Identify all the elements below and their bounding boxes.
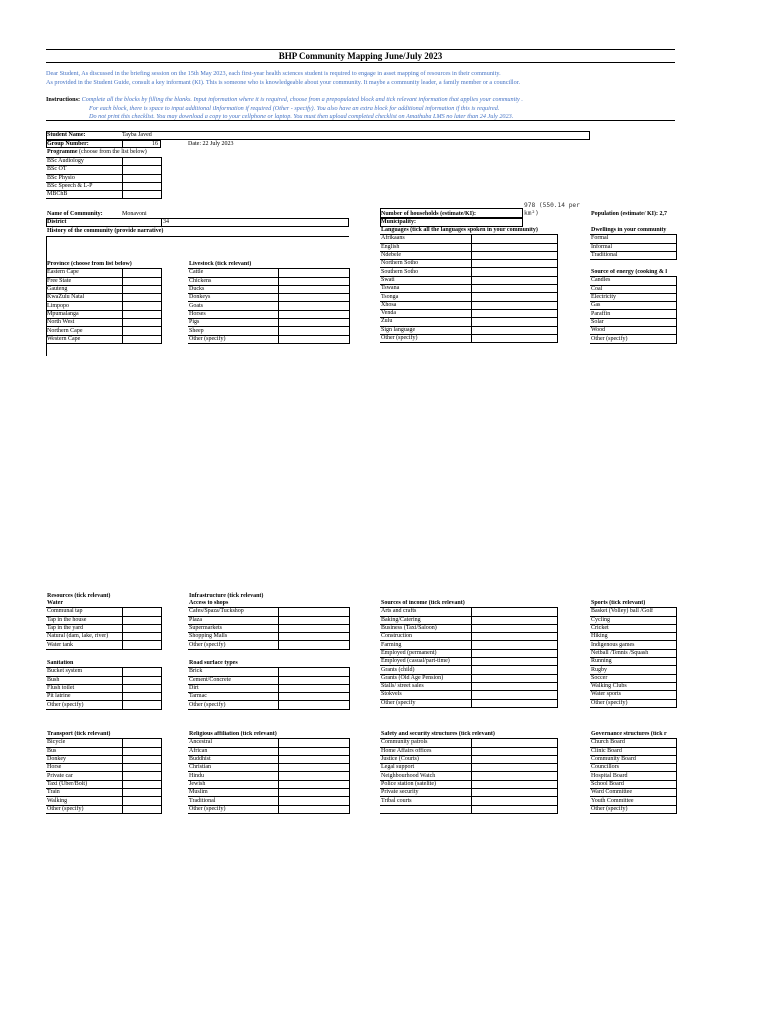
intro-line-1: Dear Student, As discussed in the briefing session on the 15th May 2023, each first-year health sciences student is required to engage in asset mapping of resources in their community. <box>46 70 501 77</box>
list-item: Cafes/Spaza/Tuckshop <box>188 608 278 616</box>
list-item: Other (specify) <box>46 701 122 709</box>
tick-cell[interactable] <box>122 608 161 616</box>
list-item[interactable]: Wood <box>590 327 676 335</box>
block-title: Sanitation <box>46 660 161 668</box>
tick-cell[interactable] <box>278 747 349 755</box>
tick-cell[interactable] <box>471 616 557 624</box>
block-title: Source of energy (cooking & l <box>590 269 676 277</box>
programme-list <box>46 157 162 199</box>
list-item: Western Cape <box>46 335 122 343</box>
tick-cell[interactable] <box>471 309 557 317</box>
tick-cell[interactable] <box>471 334 557 342</box>
list-item: Neighbourhood Watch <box>380 772 471 780</box>
tick-cell[interactable] <box>471 293 557 301</box>
list-item: Private car <box>46 772 122 780</box>
block-title: Languages (tick all the languages spoken in your community) <box>380 227 557 235</box>
tick-cell[interactable] <box>278 739 349 747</box>
list-item: Construction <box>380 633 471 641</box>
tick-cell[interactable] <box>471 641 557 649</box>
energy-block <box>590 269 677 344</box>
list-item: Community patrols <box>380 739 471 747</box>
list-item[interactable]: Cricket <box>590 624 676 632</box>
list-item: Water tank <box>46 641 122 649</box>
tick-cell[interactable] <box>122 797 161 805</box>
tick-cell[interactable] <box>122 755 161 763</box>
list-item: North West <box>46 319 122 327</box>
list-item: Pigs <box>188 319 278 327</box>
tick-cell[interactable] <box>122 277 161 285</box>
student-name-value[interactable]: Tayba Javed <box>122 132 152 138</box>
list-item: Baking/Catering <box>380 616 471 624</box>
block-title: Religious affiliation (tick relevant) <box>188 731 349 739</box>
list-item: Brick <box>188 668 278 676</box>
list-item: Northern Cape <box>46 327 122 335</box>
tick-cell[interactable] <box>471 285 557 293</box>
tick-cell[interactable] <box>278 701 349 709</box>
list-item[interactable]: Soccer <box>590 674 676 682</box>
list-item: Other (specify) <box>380 334 471 342</box>
tick-cell[interactable] <box>471 260 557 268</box>
tick-cell[interactable] <box>122 805 161 813</box>
tick-cell[interactable] <box>471 764 557 772</box>
tick-cell[interactable] <box>278 302 349 310</box>
list-item: KwaZulu Natal <box>46 294 122 302</box>
district-value[interactable]: 34 <box>163 219 169 225</box>
tick-cell[interactable] <box>471 326 557 334</box>
tick-cell[interactable] <box>122 624 161 632</box>
block-title: Dwellings in your community <box>590 227 676 235</box>
list-item: Swati <box>380 276 471 284</box>
list-item[interactable]: Solar <box>590 318 676 326</box>
tick-cell[interactable] <box>278 693 349 701</box>
community-name-label: Name of Community: <box>47 211 103 217</box>
list-item: BSc Speech & L-P <box>46 182 122 190</box>
block-title: Livestock (tick relevant) <box>188 261 349 269</box>
tick-cell[interactable] <box>471 674 557 682</box>
tick-cell[interactable] <box>278 676 349 684</box>
water-block <box>46 600 162 650</box>
sanitation-block <box>46 660 162 710</box>
list-item: Pit latrine <box>46 693 122 701</box>
tick-cell[interactable] <box>471 666 557 674</box>
list-item: Dirt <box>188 684 278 692</box>
block-title: Access to shops <box>188 600 349 608</box>
district-row <box>46 218 349 227</box>
list-item: Farming <box>380 641 471 649</box>
dwellings-block <box>590 227 677 260</box>
list-item: Other (specify) <box>188 641 278 649</box>
tick-cell[interactable] <box>122 616 161 624</box>
list-item[interactable]: Netball /Tennis /Squash <box>590 649 676 657</box>
student-name-label: Student Name: <box>47 132 86 138</box>
list-item: Plaza <box>188 616 278 624</box>
list-item[interactable]: Basket (Volley) ball /Golf <box>590 608 676 616</box>
list-item: Tap in the yard <box>46 624 122 632</box>
tick-cell[interactable] <box>471 805 557 813</box>
tick-cell[interactable] <box>471 755 557 763</box>
tick-cell[interactable] <box>122 693 161 701</box>
tick-cell[interactable] <box>471 301 557 309</box>
list-item: Tap in the house <box>46 616 122 624</box>
tick-cell[interactable] <box>278 805 349 813</box>
sports-block <box>590 600 677 708</box>
list-item: MBChB <box>46 191 122 199</box>
group-number-value[interactable]: 16 <box>152 141 158 147</box>
intro-line-2: As provided in the Student Guide, consult a key informant (KI). This is someone who is knowledgeable about your community. It maybe a community leader, a family member or a councillor. <box>46 79 521 86</box>
list-item[interactable]: Hiking <box>590 633 676 641</box>
tick-cell[interactable] <box>122 684 161 692</box>
tick-cell[interactable] <box>122 302 161 310</box>
list-item: Bicycle <box>46 739 122 747</box>
tick-cell[interactable] <box>122 294 161 302</box>
list-item[interactable]: Other (specify) <box>590 805 676 813</box>
list-item: Venda <box>380 309 471 317</box>
tick-cell[interactable] <box>471 251 557 259</box>
block-title: Water <box>46 600 161 608</box>
list-item[interactable]: Cycling <box>590 616 676 624</box>
list-item: Bucket system <box>46 668 122 676</box>
tick-cell[interactable] <box>278 269 349 277</box>
list-item: Legal support <box>380 764 471 772</box>
list-item: Train <box>46 789 122 797</box>
list-item: Justice (Courts) <box>380 755 471 763</box>
list-item: Traditional <box>188 797 278 805</box>
list-item: Goats <box>188 302 278 310</box>
list-item: Other (specify) <box>46 805 122 813</box>
tick-cell[interactable] <box>471 276 557 284</box>
list-item: Limpopo <box>46 302 122 310</box>
list-item: Afrikaans <box>380 235 471 243</box>
list-item: Private security <box>380 789 471 797</box>
list-item: African <box>188 747 278 755</box>
list-item: Sign language <box>380 326 471 334</box>
programme-label: Programme <box>47 149 78 155</box>
list-item[interactable] <box>380 805 471 813</box>
transport-block <box>46 731 162 814</box>
list-item[interactable]: Rugby <box>590 666 676 674</box>
tick-cell[interactable] <box>278 633 349 641</box>
block-title: Sports (tick relevant) <box>590 600 676 608</box>
infrastructure-title: Infrastructure (tick relevant) <box>189 593 264 599</box>
list-item: Employed (permanent) <box>380 649 471 657</box>
list-item: Employed (casual/part-time) <box>380 658 471 666</box>
list-item: Jewish <box>188 780 278 788</box>
list-item: Cattle <box>188 269 278 277</box>
list-item: BSc OT <box>46 166 122 174</box>
list-item: Tsonga <box>380 293 471 301</box>
list-item: Grants (child) <box>380 666 471 674</box>
list-item[interactable]: Water sports <box>590 691 676 699</box>
list-item: Communal tap <box>46 608 122 616</box>
list-item[interactable]: Paraffin <box>590 310 676 318</box>
tick-cell[interactable] <box>122 319 161 327</box>
list-item[interactable]: Indigenous games <box>590 641 676 649</box>
block-title: Road surface types <box>188 660 349 668</box>
list-item: Gauteng <box>46 285 122 293</box>
tick-cell[interactable] <box>471 268 557 276</box>
tick-cell[interactable] <box>122 310 161 318</box>
list-item[interactable]: Traditional <box>590 251 676 259</box>
list-item[interactable]: Gas <box>590 302 676 310</box>
tick-cell[interactable] <box>278 608 349 616</box>
tick-cell[interactable] <box>122 668 161 676</box>
instructions-line-1: Complete all the blocks by filling the blanks. Input information where it is required, choose from a prepopulated block and tick relevant information that applies your community . <box>81 96 523 103</box>
tick-cell[interactable] <box>122 701 161 709</box>
list-item: Other (specify) <box>188 805 278 813</box>
tick-cell[interactable] <box>471 780 557 788</box>
list-item: Northern Sotho <box>380 260 471 268</box>
intro-divider <box>46 120 675 121</box>
list-item[interactable]: Informal <box>590 243 676 251</box>
list-item: Chickens <box>188 277 278 285</box>
tick-cell[interactable] <box>471 633 557 641</box>
tick-cell[interactable] <box>122 335 161 343</box>
income-block <box>380 600 558 708</box>
tick-cell[interactable] <box>122 780 161 788</box>
block-title: Safety and security structures (tick relevant) <box>380 731 557 739</box>
list-item: Business (Taxi/Saloon) <box>380 624 471 632</box>
list-item: Hindu <box>188 772 278 780</box>
list-item[interactable]: Electricity <box>590 293 676 301</box>
list-item: Ndebele <box>380 251 471 259</box>
list-item: English <box>380 243 471 251</box>
block-title: Province (choose from list below) <box>46 261 161 269</box>
tick-cell[interactable] <box>278 294 349 302</box>
municipality-label: Municipality: <box>381 219 417 225</box>
tick-cell[interactable] <box>278 319 349 327</box>
block-title: Governance structures (tick r <box>590 731 676 739</box>
tick-cell[interactable] <box>278 764 349 772</box>
list-item[interactable]: Ward Committee <box>590 789 676 797</box>
governance-block <box>590 731 677 814</box>
list-item: Tswana <box>380 285 471 293</box>
households-value[interactable]: 978 (550.14 per km²) <box>524 202 580 217</box>
tick-cell[interactable] <box>122 772 161 780</box>
tick-cell[interactable] <box>122 182 161 190</box>
tick-cell[interactable] <box>471 699 557 707</box>
district-label: District <box>47 219 67 225</box>
tick-cell[interactable] <box>122 285 161 293</box>
list-item: Stalls/ street sales <box>380 682 471 690</box>
tick-cell[interactable] <box>278 624 349 632</box>
list-item: BSc Physio <box>46 174 122 182</box>
list-item[interactable]: Hospital Board <box>590 772 676 780</box>
page-title: BHP Community Mapping June/July 2023 <box>46 49 675 63</box>
group-number-label: Group Number: <box>47 141 89 147</box>
tick-cell[interactable] <box>122 676 161 684</box>
list-item: Shopping Malls <box>188 633 278 641</box>
list-item: Mpumalanga <box>46 310 122 318</box>
tick-cell[interactable] <box>278 797 349 805</box>
tick-cell[interactable] <box>471 682 557 690</box>
tick-cell[interactable] <box>122 641 161 649</box>
livestock-block <box>188 261 350 344</box>
list-item: Muslim <box>188 789 278 797</box>
tick-cell[interactable] <box>278 310 349 318</box>
community-name-value[interactable]: Monavoni <box>122 211 147 217</box>
list-item: Horse <box>46 764 122 772</box>
tick-cell[interactable] <box>122 633 161 641</box>
tick-cell[interactable] <box>278 277 349 285</box>
tick-cell[interactable] <box>122 789 161 797</box>
tick-cell[interactable] <box>471 772 557 780</box>
tick-cell[interactable] <box>278 684 349 692</box>
list-item[interactable]: Church Board <box>590 739 676 747</box>
list-item: Southern Sotho <box>380 268 471 276</box>
list-item[interactable]: Other (specify) <box>590 335 676 343</box>
tick-cell[interactable] <box>471 243 557 251</box>
list-item: Buddhist <box>188 755 278 763</box>
history-label: History of the community (provide narrative) <box>47 228 164 234</box>
list-item: Ancestral <box>188 739 278 747</box>
roads-block <box>188 660 350 710</box>
tick-cell[interactable] <box>278 327 349 335</box>
list-item[interactable]: Youth Committee <box>590 797 676 805</box>
tick-cell[interactable] <box>122 739 161 747</box>
tick-cell[interactable] <box>471 235 557 243</box>
tick-cell[interactable] <box>471 797 557 805</box>
list-item[interactable]: Candles <box>590 277 676 285</box>
list-item: Flush toilet <box>46 684 122 692</box>
tick-cell[interactable] <box>471 649 557 657</box>
list-item: Natural (dam, lake, river) <box>46 633 122 641</box>
population-label: Population (estimate/ KI): 2,7 <box>591 211 667 217</box>
list-item[interactable]: Other (specify) <box>590 699 676 707</box>
list-item: Bus <box>46 747 122 755</box>
list-item: Other (specify) <box>188 335 278 343</box>
list-item: Free State <box>46 277 122 285</box>
list-item: Grants (Old Age Pension) <box>380 674 471 682</box>
list-item: Zulu <box>380 318 471 326</box>
tick-cell[interactable] <box>471 624 557 632</box>
province-block <box>46 261 162 344</box>
list-item: Donkey <box>46 755 122 763</box>
list-item[interactable]: Formal <box>590 235 676 243</box>
list-item: Taxi (Uber/Bolt) <box>46 780 122 788</box>
list-item: Eastern Cape <box>46 269 122 277</box>
tick-cell[interactable] <box>471 658 557 666</box>
households-label: Number of households (estimate/KI): <box>381 211 477 217</box>
block-title: Transport (tick relevant) <box>46 731 161 739</box>
tick-cell[interactable] <box>122 166 161 174</box>
tick-cell[interactable] <box>278 772 349 780</box>
list-item[interactable]: Coal <box>590 285 676 293</box>
instructions-label: Instructions: <box>46 96 81 103</box>
instructions-line-2: For each block, there is space to input additional iInformation if required (Other - specify). You also have an extra block for additional information if this is required. <box>89 105 500 112</box>
tick-cell[interactable] <box>471 747 557 755</box>
list-item: Other (specify) <box>188 701 278 709</box>
tick-cell[interactable] <box>122 747 161 755</box>
tick-cell[interactable] <box>278 641 349 649</box>
religion-block <box>188 731 350 814</box>
tick-cell[interactable] <box>278 616 349 624</box>
list-item: Tribal courts <box>380 797 471 805</box>
tick-cell[interactable] <box>278 335 349 343</box>
list-item: Arts and crafts <box>380 608 471 616</box>
resources-title: Resources (tick relevant) <box>47 593 111 599</box>
list-item: Tarmac <box>188 693 278 701</box>
programme-hint: (choose from the list below) <box>79 149 147 155</box>
block-title: Sources of income (tick relevant) <box>380 600 557 608</box>
list-item: Police station (satelite) <box>380 780 471 788</box>
languages-block <box>380 227 558 343</box>
tick-cell[interactable] <box>122 269 161 277</box>
instructions-line-3: Do not print this checklist. You may download a copy to your cellphone or laptop. You must then upload completed checklist on Amathuba LMS no later than 24 July 2023. <box>89 113 514 120</box>
tick-cell[interactable] <box>471 691 557 699</box>
list-item[interactable]: School Board <box>590 780 676 788</box>
list-item: Stokvels <box>380 691 471 699</box>
date-text: Date: 22 July 2023 <box>188 141 234 147</box>
tick-cell[interactable] <box>471 608 557 616</box>
list-item: Bush <box>46 676 122 684</box>
list-item[interactable]: Clinic Board <box>590 747 676 755</box>
list-item: Other (specify <box>380 699 471 707</box>
list-item[interactable]: Councillors <box>590 764 676 772</box>
shops-block <box>188 600 350 650</box>
list-item: Xhosa <box>380 301 471 309</box>
tick-cell[interactable] <box>122 174 161 182</box>
tick-cell[interactable] <box>471 318 557 326</box>
tick-cell[interactable] <box>122 158 161 166</box>
list-item: Christian <box>188 764 278 772</box>
tick-cell[interactable] <box>278 285 349 293</box>
list-item: Home Affairs offices <box>380 747 471 755</box>
tick-cell[interactable] <box>278 789 349 797</box>
tick-cell[interactable] <box>278 668 349 676</box>
list-item: Ducks <box>188 285 278 293</box>
list-item[interactable]: Running <box>590 658 676 666</box>
safety-block <box>380 731 558 814</box>
tick-cell[interactable] <box>278 780 349 788</box>
list-item: Supermarkets <box>188 624 278 632</box>
list-item: Walking <box>46 797 122 805</box>
list-item: Donkeys <box>188 294 278 302</box>
tick-cell[interactable] <box>278 755 349 763</box>
list-item[interactable]: Community Board <box>590 755 676 763</box>
tick-cell[interactable] <box>471 739 557 747</box>
tick-cell[interactable] <box>471 789 557 797</box>
tick-cell[interactable] <box>122 327 161 335</box>
list-item[interactable]: Walking Clubs <box>590 682 676 690</box>
list-item: Sheep <box>188 327 278 335</box>
tick-cell[interactable] <box>122 191 161 199</box>
list-item: BSc Audiology <box>46 158 122 166</box>
tick-cell[interactable] <box>122 764 161 772</box>
list-item: Horses <box>188 310 278 318</box>
list-item: Cement/Concrete <box>188 676 278 684</box>
